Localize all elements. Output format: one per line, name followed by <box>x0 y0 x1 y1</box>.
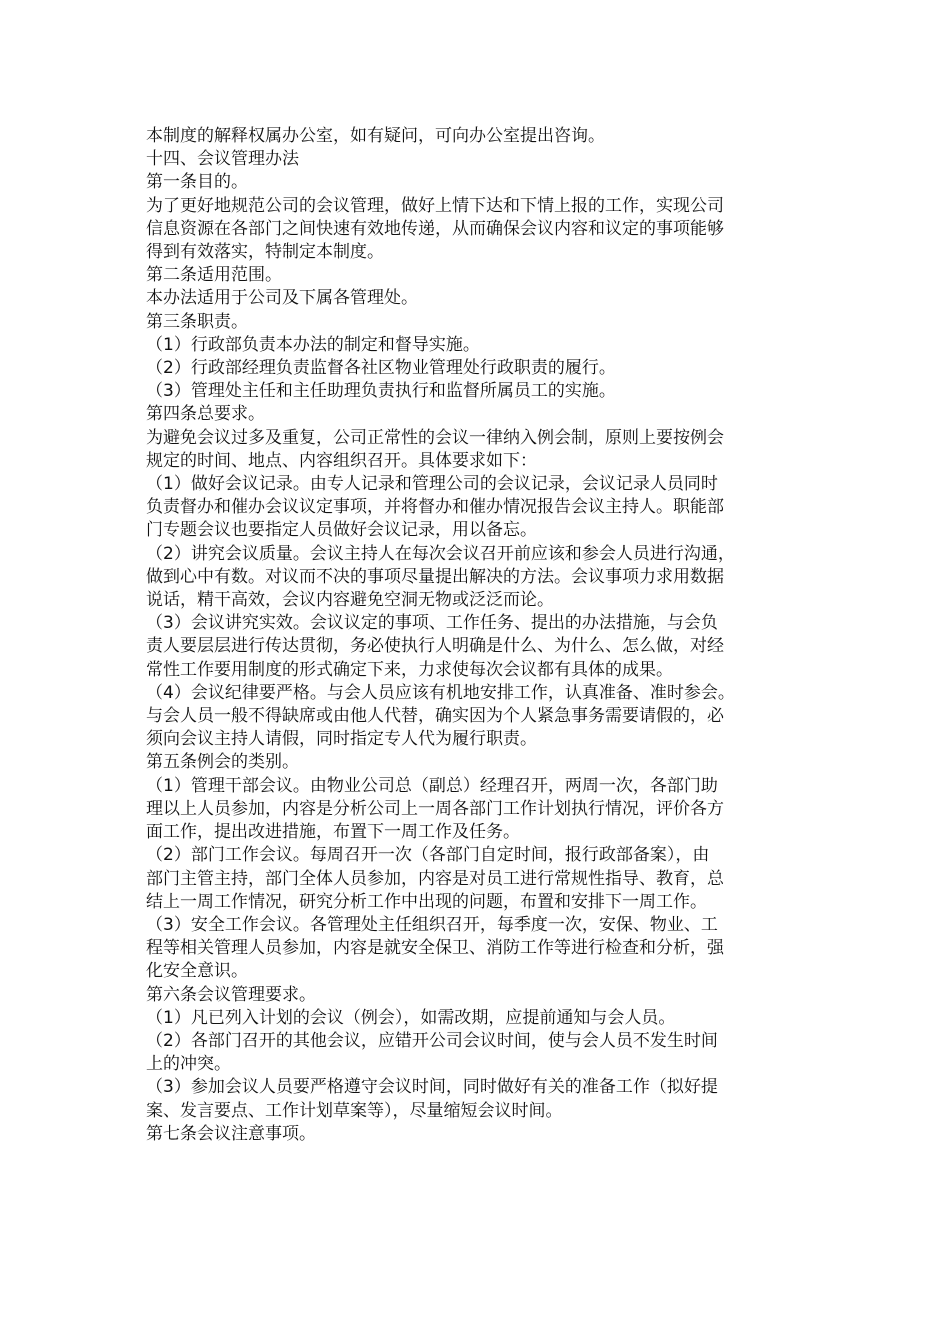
article-heading: 第五条例会的类别。 <box>146 752 299 773</box>
text-line: 面工作，提出改进措施，布置下一周工作及任务。 <box>146 822 520 843</box>
text-line: 规定的时间、地点、内容组织召开。具体要求如下： <box>146 450 537 471</box>
text-line: 做到心中有数。对议而不决的事项尽量提出解决的方法。会议事项力求用数据 <box>146 566 724 587</box>
list-item: （1）管理干部会议。由物业公司总（副总）经理召开，两周一次，各部门助 <box>146 775 718 796</box>
list-item: （1）行政部负责本办法的制定和督导实施。 <box>146 334 480 355</box>
text-line: 程等相关管理人员参加，内容是就安全保卫、消防工作等进行检查和分析，强 <box>146 938 724 959</box>
list-item: （1）凡已列入计划的会议（例会），如需改期，应提前通知与会人员。 <box>146 1007 676 1028</box>
text-line: 信息资源在各部门之间快速有效地传递，从而确保会议内容和议定的事项能够 <box>146 218 724 239</box>
text-line: 为避免会议过多及重复，公司正常性的会议一律纳入例会制，原则上要按例会 <box>146 427 724 448</box>
list-item: （3）安全工作会议。各管理处主任组织召开，每季度一次，安保、物业、工 <box>146 914 718 935</box>
text-line: 负责督办和催办会议议定事项，并将督办和催办情况报告会议主持人。职能部 <box>146 497 724 518</box>
text-line: 化安全意识。 <box>146 961 248 982</box>
text-line: 理以上人员参加，内容是分析公司上一周各部门工作计划执行情况，评价各方 <box>146 798 724 819</box>
article-heading: 第三条职责。 <box>146 311 248 332</box>
list-item: （2）部门工作会议。每周召开一次（各部门自定时间，报行政部备案），由 <box>146 845 710 866</box>
list-item: （2）各部门召开的其他会议，应错开公司会议时间，使与会人员不发生时间 <box>146 1030 718 1051</box>
list-item: （3）参加会议人员要严格遵守会议时间，同时做好有关的准备工作（拟好提 <box>146 1077 718 1098</box>
article-heading: 第四条总要求。 <box>146 404 265 425</box>
text-line: 须向会议主持人请假，同时指定专人代为履行职责。 <box>146 729 537 750</box>
text-line: 常性工作要用制度的形式确定下来，力求使每次会议都有具体的成果。 <box>146 659 673 680</box>
text-line: 上的冲突。 <box>146 1054 231 1075</box>
text-line: 部门主管主持，部门全体人员参加，内容是对员工进行常规性指导、教育，总 <box>146 868 724 889</box>
list-item: （4）会议纪律要严格。与会人员应该有机地安排工作，认真准备、准时参会。 <box>146 682 735 703</box>
article-heading: 第二条适用范围。 <box>146 265 282 286</box>
article-heading: 第一条目的。 <box>146 172 248 193</box>
text-line: 案、发言要点、工作计划草案等），尽量缩短会议时间。 <box>146 1100 563 1121</box>
article-heading: 第六条会议管理要求。 <box>146 984 316 1005</box>
list-item: （1）做好会议记录。由专人记录和管理公司的会议记录，会议记录人员同时 <box>146 474 718 495</box>
text-line: 门专题会议也要指定人员做好会议记录，用以备忘。 <box>146 520 537 541</box>
section-heading: 十四、会议管理办法 <box>146 149 299 170</box>
text-line: 为了更好地规范公司的会议管理，做好上情下达和下情上报的工作，实现公司 <box>146 195 724 216</box>
text-line: 得到有效落实，特制定本制度。 <box>146 242 384 263</box>
text-line: 本制度的解释权属办公室，如有疑问，可向办公室提出咨询。 <box>146 126 605 146</box>
document-body <box>146 125 806 1146</box>
list-item: （2）行政部经理负责监督各社区物业管理处行政职责的履行。 <box>146 358 616 379</box>
text-line: 本办法适用于公司及下属各管理处。 <box>146 288 418 309</box>
text-line: 与会人员一般不得缺席或由他人代替，确实因为个人紧急事务需要请假的，必 <box>146 706 724 727</box>
list-item: （2）讲究会议质量。会议主持人在每次会议召开前应该和参会人员进行沟通， <box>146 543 735 564</box>
list-item: （3）管理处主任和主任助理负责执行和监督所属员工的实施。 <box>146 381 616 402</box>
text-line: 责人要层层进行传达贯彻，务必使执行人明确是什么、为什么、怎么做，对经 <box>146 636 724 657</box>
article-heading: 第七条会议注意事项。 <box>146 1123 316 1144</box>
text-line: 说话，精干高效，会议内容避免空洞无物或泛泛而论。 <box>146 590 554 611</box>
list-item: （3）会议讲究实效。会议议定的事项、工作任务、提出的办法措施，与会负 <box>146 613 718 634</box>
text-line: 结上一周工作情况，研究分析工作中出现的问题，布置和安排下一周工作。 <box>146 891 707 912</box>
